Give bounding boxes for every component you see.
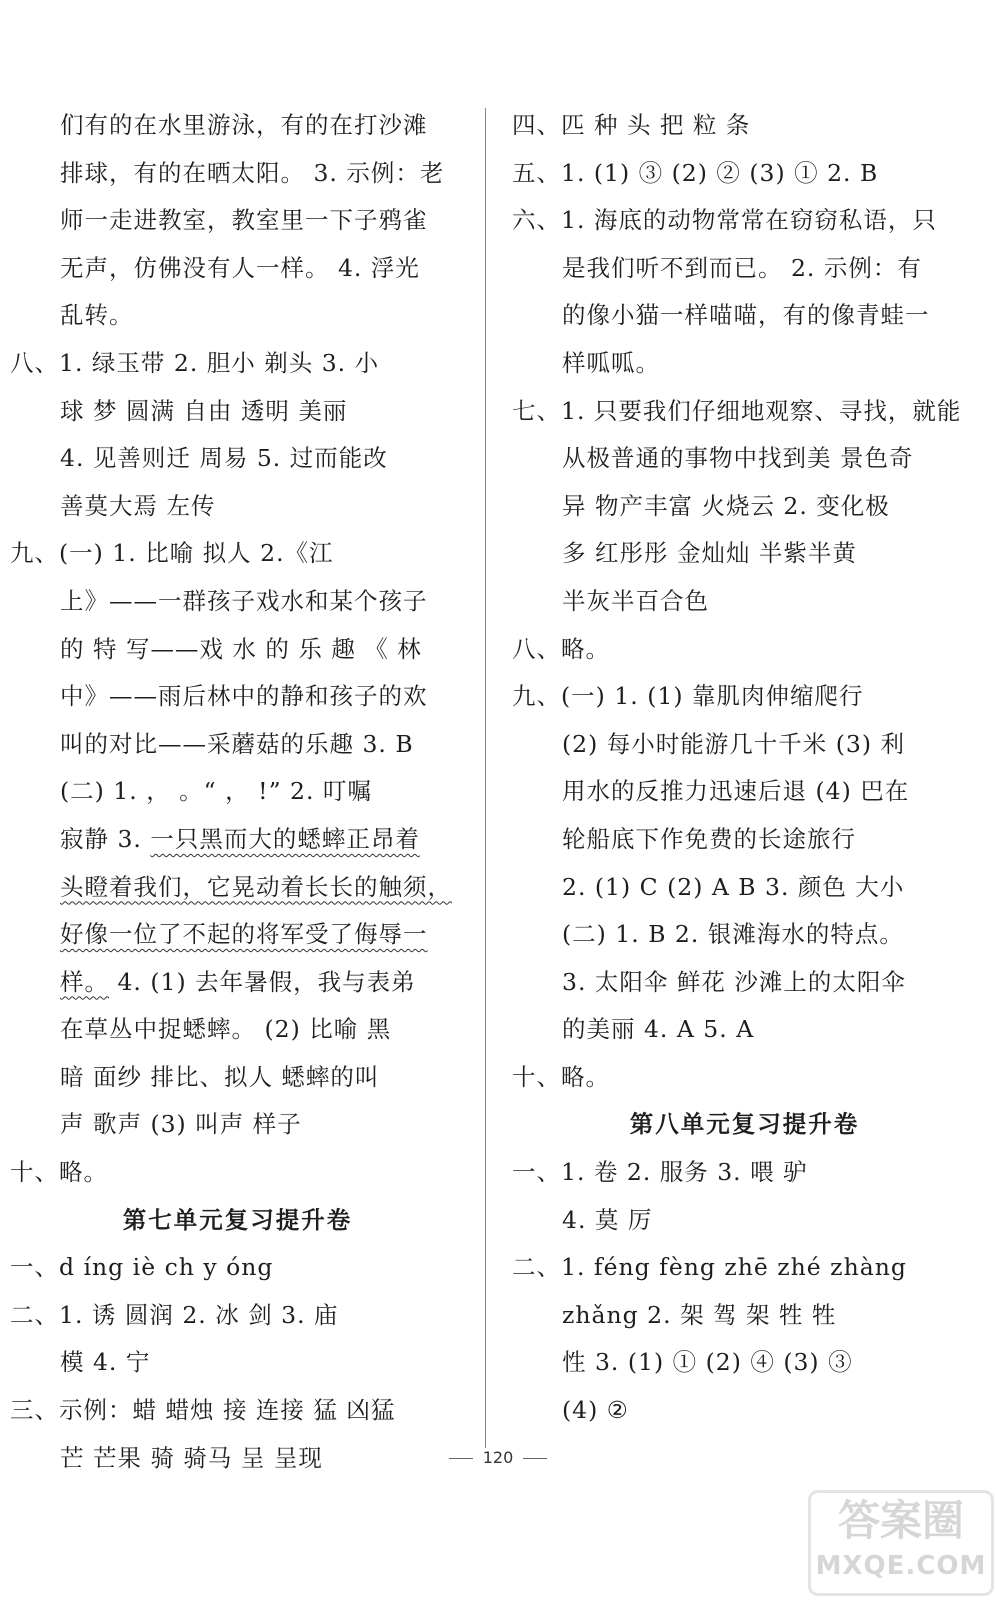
answer-line bbox=[512, 1006, 977, 1054]
answer-line bbox=[10, 1054, 465, 1102]
answer-line bbox=[512, 1387, 977, 1435]
line-text: 五、1. (1) ③ (2) ② (3) ① 2. B bbox=[512, 158, 879, 187]
line-text: 性 3. (1) ① (2) ④ (3) ③ bbox=[562, 1348, 853, 1377]
answer-line bbox=[10, 197, 465, 245]
answer-line bbox=[512, 388, 977, 436]
column-divider bbox=[485, 108, 486, 1448]
line-text: 4. 见善则迁 周易 5. 过而能改 bbox=[60, 444, 388, 473]
answer-line bbox=[512, 1149, 977, 1197]
line-text: 中》——雨后林中的静和孩子的欢 bbox=[60, 682, 428, 711]
answer-line bbox=[10, 1387, 465, 1435]
line-text: (4) ② bbox=[562, 1396, 629, 1425]
footer-dash-right bbox=[523, 1458, 547, 1459]
left-column bbox=[10, 102, 465, 1482]
line-text: 九、(一) 1. 比喻 拟人 2.《江 bbox=[10, 539, 334, 568]
answer-line bbox=[512, 292, 977, 340]
answer-line bbox=[10, 340, 465, 388]
line-text: 第八单元复习提升卷 bbox=[629, 1110, 860, 1139]
line-text: 用水的反推力迅速后退 (4) 巴在 bbox=[562, 777, 910, 806]
answer-line bbox=[512, 1339, 977, 1387]
answer-line bbox=[512, 150, 977, 198]
answer-line bbox=[10, 816, 465, 864]
line-text: 3. 太阳伞 鲜花 沙滩上的太阳伞 bbox=[562, 967, 906, 996]
section-heading bbox=[10, 1197, 465, 1245]
answer-line bbox=[512, 435, 977, 483]
footer-dash-left bbox=[449, 1458, 473, 1459]
line-text: (2) 每小时能游几十千米 (3) 利 bbox=[562, 729, 905, 758]
answer-line bbox=[512, 530, 977, 578]
line-text: 二、1. 诱 圆润 2. 冰 剑 3. 庙 bbox=[10, 1300, 339, 1329]
answer-line bbox=[512, 768, 977, 816]
line-text: 善莫大焉 左传 bbox=[60, 491, 216, 520]
line-text: 四、匹 种 头 把 粒 条 bbox=[512, 111, 751, 139]
line-text: zhǎng 2. 架 驾 架 牲 牲 bbox=[562, 1300, 837, 1329]
answer-line bbox=[10, 673, 465, 721]
line-text: 一、1. 卷 2. 服务 3. 喂 驴 bbox=[512, 1158, 808, 1187]
answer-line bbox=[512, 864, 977, 912]
answer-line bbox=[512, 626, 977, 674]
wavy-underlined-text: 头瞪着我们，它晃动着长长的触须， bbox=[60, 872, 452, 901]
line-text: 从极普通的事物中找到美 景色奇 bbox=[562, 444, 914, 473]
line-text: 乱转。 bbox=[60, 301, 134, 330]
answer-line bbox=[512, 197, 977, 245]
line-text: 寂静 3. bbox=[60, 824, 151, 853]
answer-line bbox=[10, 1006, 465, 1054]
answer-line bbox=[512, 578, 977, 626]
line-text: 叫的对比——采蘑菇的乐趣 3. B bbox=[60, 729, 414, 758]
answer-line bbox=[10, 864, 465, 912]
line-text: 样呱呱。 bbox=[562, 348, 660, 377]
answer-line bbox=[10, 530, 465, 578]
answer-line bbox=[10, 1101, 465, 1149]
line-text: (二) 1. B 2. 银滩海水的特点。 bbox=[562, 920, 904, 949]
right-column bbox=[512, 102, 977, 1435]
line-text: 多 红彤彤 金灿灿 半紫半黄 bbox=[562, 539, 857, 568]
answer-line bbox=[10, 768, 465, 816]
answer-line bbox=[10, 626, 465, 674]
answer-line bbox=[512, 1054, 977, 1102]
answer-line bbox=[512, 959, 977, 1007]
line-text: 七、1. 只要我们仔细地观察、寻找，就能 bbox=[512, 396, 962, 425]
answer-line bbox=[10, 388, 465, 436]
line-text: 2. (1) C (2) A B 3. 颜色 大小 bbox=[562, 872, 905, 901]
line-text: 一、d íng iè ch y óng bbox=[10, 1253, 274, 1282]
line-text: 三、示例：蜡 蜡烛 接 连接 猛 凶猛 bbox=[10, 1396, 396, 1425]
line-text: 芒 芒果 骑 骑马 呈 呈现 bbox=[60, 1443, 323, 1472]
line-text: (二) 1. ， 。“ ， !” 2. 叮嘱 bbox=[60, 777, 372, 806]
line-text: 排球，有的在晒太阳。 3. 示例：老 bbox=[60, 158, 445, 187]
answer-line bbox=[10, 1339, 465, 1387]
wavy-underlined-text: 好像一位了不起的将军受了侮辱一 bbox=[60, 920, 428, 949]
page-footer bbox=[0, 1448, 996, 1467]
answer-line bbox=[512, 1197, 977, 1245]
watermark-logo bbox=[808, 1490, 994, 1596]
answer-line bbox=[512, 1292, 977, 1340]
answer-line bbox=[512, 816, 977, 864]
answer-line bbox=[10, 483, 465, 531]
answer-line bbox=[512, 911, 977, 959]
line-text: 九、(一) 1. (1) 靠肌肉伸缩爬行 bbox=[512, 682, 864, 711]
line-text: 轮船底下作免费的长途旅行 bbox=[562, 824, 856, 853]
answer-line bbox=[512, 245, 977, 293]
answer-line bbox=[10, 245, 465, 293]
line-text: 是我们听不到而已。 2. 示例：有 bbox=[562, 253, 922, 282]
page-number: 120 bbox=[482, 1448, 514, 1467]
answer-line bbox=[10, 435, 465, 483]
line-text: 十、略。 bbox=[10, 1158, 108, 1187]
section-heading bbox=[512, 1101, 977, 1149]
line-text: 在草丛中捉蟋蟀。 (2) 比喻 黑 bbox=[60, 1015, 392, 1044]
line-text: 上》——一群孩子戏水和某个孩子 bbox=[60, 586, 428, 615]
answer-line bbox=[10, 578, 465, 626]
line-text: 八、略。 bbox=[512, 634, 610, 663]
wavy-underlined-text: 样。 bbox=[60, 967, 109, 996]
line-text: 4. 莫 厉 bbox=[562, 1205, 653, 1234]
line-text: 半灰半百合色 bbox=[562, 586, 709, 615]
line-text: 们有的在水里游泳，有的在打沙滩 bbox=[60, 111, 428, 139]
answer-line bbox=[10, 150, 465, 198]
line-text: 模 4. 宁 bbox=[60, 1348, 151, 1377]
answer-line bbox=[512, 102, 977, 150]
line-text: 的美丽 4. A 5. A bbox=[562, 1015, 755, 1044]
answer-line bbox=[10, 102, 465, 150]
answer-line bbox=[10, 292, 465, 340]
answer-line bbox=[10, 1149, 465, 1197]
line-text: 无声，仿佛没有人一样。 4. 浮光 bbox=[60, 253, 420, 282]
line-text: 十、略。 bbox=[512, 1062, 610, 1091]
answer-line bbox=[10, 959, 465, 1007]
line-text: 二、1. féng fèng zhē zhé zhàng bbox=[512, 1253, 907, 1282]
wavy-underlined-text: 一只黑而大的蟋蟀正昂着 bbox=[150, 824, 420, 853]
line-text: 师一走进教室，教室里一下子鸦雀 bbox=[60, 206, 428, 235]
answer-line bbox=[10, 721, 465, 769]
line-text: 第七单元复习提升卷 bbox=[122, 1205, 353, 1234]
answer-line bbox=[512, 721, 977, 769]
watermark-line1: 答案圈 bbox=[837, 1496, 964, 1545]
answer-line bbox=[10, 1292, 465, 1340]
line-text: 的像小猫一样喵喵，有的像青蛙一 bbox=[562, 301, 930, 330]
answer-line bbox=[512, 340, 977, 388]
line-text: 异 物产丰富 火烧云 2. 变化极 bbox=[562, 491, 890, 520]
line-text: 球 梦 圆满 自由 透明 美丽 bbox=[60, 396, 348, 425]
line-text: 的 特 写——戏 水 的 乐 趣 《 林 bbox=[60, 634, 422, 663]
answer-line bbox=[10, 1244, 465, 1292]
answer-line bbox=[10, 911, 465, 959]
watermark-line2: MXQE.COM bbox=[815, 1551, 987, 1581]
answer-line bbox=[512, 673, 977, 721]
line-text: 暗 面纱 排比、拟人 蟋蟀的叫 bbox=[60, 1062, 380, 1091]
answer-line bbox=[512, 1244, 977, 1292]
line-text: 六、1. 海底的动物常常在窃窃私语，只 bbox=[512, 206, 937, 235]
line-text: 声 歌声 (3) 叫声 样子 bbox=[60, 1110, 302, 1139]
line-text: 八、1. 绿玉带 2. 胆小 剃头 3. 小 bbox=[10, 348, 380, 377]
answer-line bbox=[512, 483, 977, 531]
line-text-after: 4. (1) 去年暑假，我与表弟 bbox=[109, 967, 416, 996]
